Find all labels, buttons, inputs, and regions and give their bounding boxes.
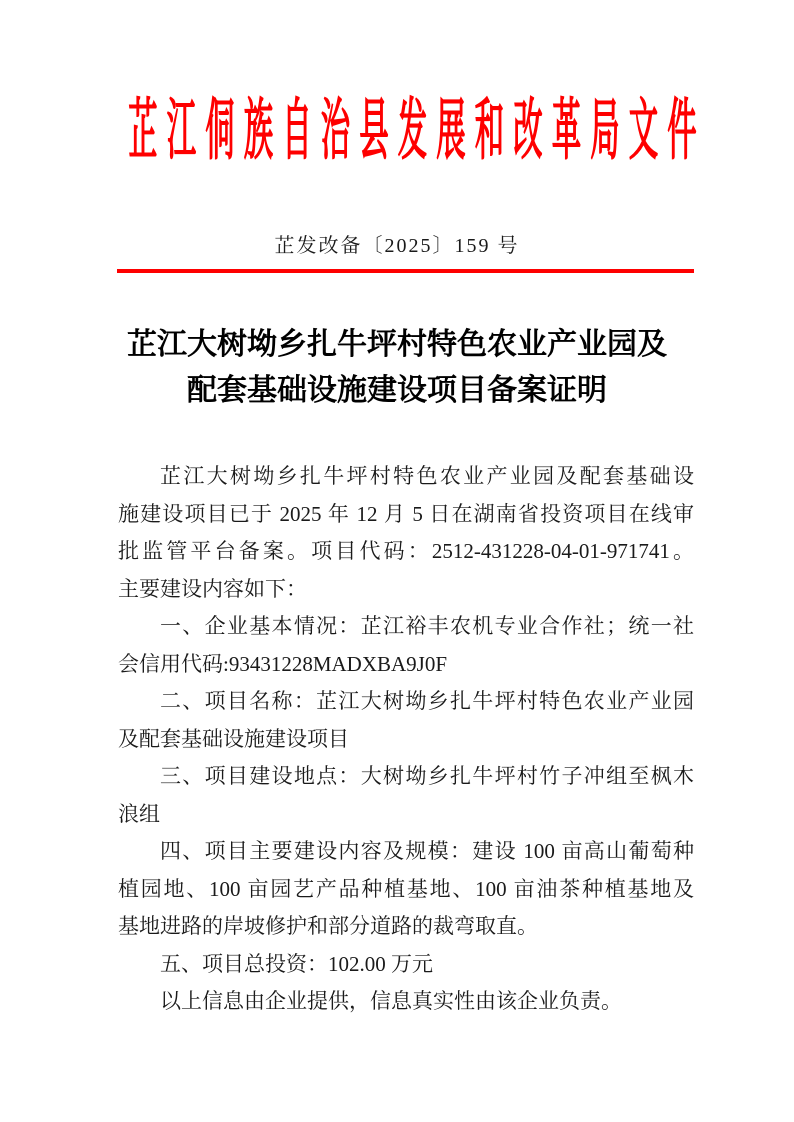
body-line: 三、项目建设地点：大树坳乡扎牛坪村竹子冲组至枫木 (160, 764, 694, 788)
body-line: 二、项目名称：芷江大树坳乡扎牛坪村特色农业产业园 (160, 689, 694, 713)
body-line: 四、项目主要建设内容及规模：建设 100 亩高山葡萄种 (160, 839, 694, 863)
body-line: 五、项目总投资：102.00 万元 (160, 951, 433, 976)
body-line: 以上信息由企业提供，信息真实性由该企业负责。 (160, 989, 622, 1013)
body-line: 批监管平台备案。项目代码：2512-431228-04-01-971741。 (118, 539, 694, 563)
body-line: 浪组 (118, 801, 160, 826)
body-line: 主要建设内容如下： (118, 576, 307, 601)
body-line: 会信用代码:93431228MADXBA9J0F (118, 651, 448, 676)
document-title-line2: 配套基础设施建设项目备案证明 (187, 374, 607, 407)
body-line: 基地进路的岸坡修护和部分道路的裁弯取直。 (118, 914, 538, 938)
document-title (0, 322, 794, 414)
document-title-line1: 芷江大树坳乡扎牛坪村特色农业产业园及 (127, 328, 667, 361)
doc-number: 芷发改备〔2025〕159 号 (274, 235, 520, 257)
body-line: 芷江大树坳乡扎牛坪村特色农业产业园及配套基础设 (160, 464, 694, 488)
red-divider-line (117, 269, 694, 273)
agency-title: 芷江侗族自治县发展和改革局文件 (128, 95, 706, 169)
body-line: 植园地、100 亩园艺产品种植基地、100 亩油茶种植基地及 (118, 876, 694, 901)
body-line: 及配套基础设施建设项目 (118, 726, 349, 751)
body-line: 一、企业基本情况：芷江裕丰农机专业合作社；统一社 (160, 614, 694, 638)
document-body (118, 458, 694, 1021)
body-line: 施建设项目已于 2025 年 12 月 5 日在湖南省投资项目在线审 (118, 501, 694, 526)
